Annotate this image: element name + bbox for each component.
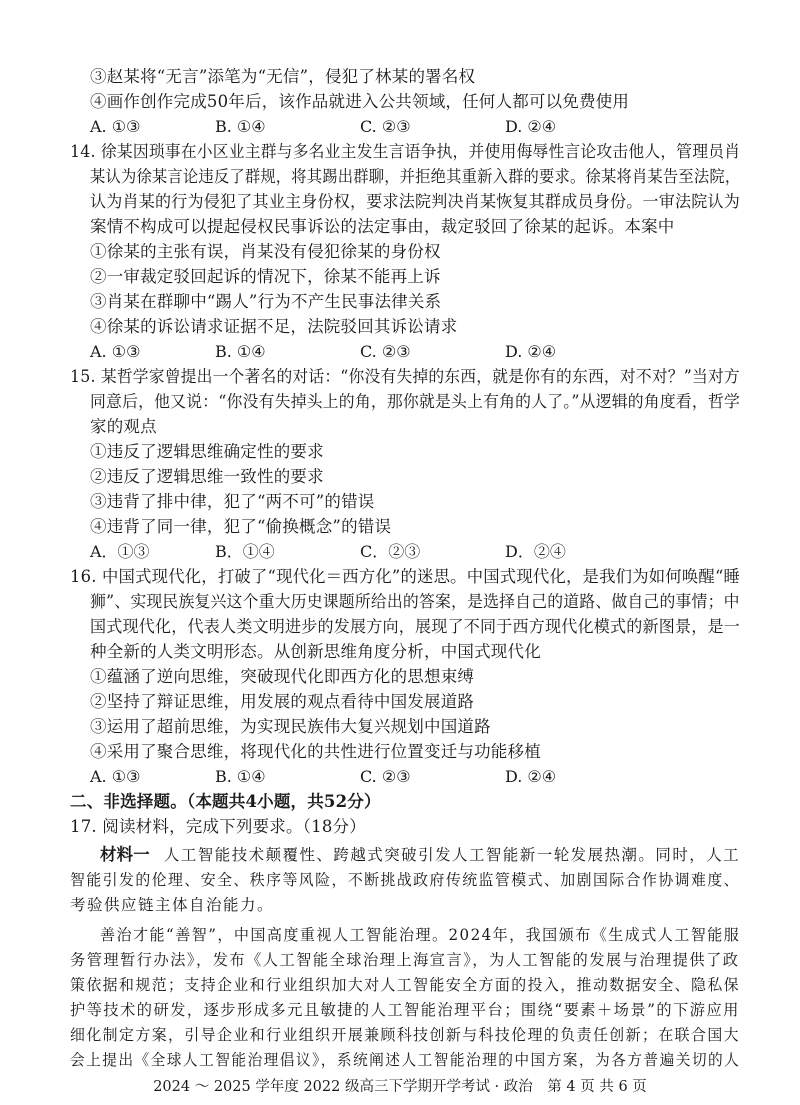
q17-material-first-line [100, 845, 740, 865]
q13-statement-3: ③赵某将“无言”添笔为“无信”，侵犯了林某的署名权 [90, 67, 476, 86]
material-text: 智能引发的伦理、安全、秩序等风险，不断挑战政府传统监管模式、加剧国际合作协调难度、 [70, 871, 741, 889]
q15-stem-line: 家的观点 [90, 417, 157, 436]
page-footer: 2024 ～ 2025 学年度 2022 级高三下学期开学考试 · 政治 第 4 页 共 6 页 [153, 1079, 647, 1095]
q14-statement-2: ②一审裁定驳回起诉的情况下，徐某不能再上诉 [90, 267, 441, 286]
material-text: 考验供应链主体自治能力。 [70, 896, 275, 914]
q16-option-d: D. ②④ [505, 767, 557, 786]
q13-option-d: D. ②④ [505, 117, 557, 136]
q14-stem-line: 案情不构成可以提起侵权民事诉讼的法定事由，裁定驳回了徐某的起诉。本案中 [90, 217, 675, 236]
q14-option-c: C. ②③ [360, 342, 411, 361]
q15-option-d: D．②④ [505, 542, 566, 561]
q16-option-a: A. ①③ [90, 767, 141, 786]
material-text: 务管理暂行办法》，发布《人工智能全球治理上海宣言》，为人工智能的发展与治理提供了政 [70, 951, 740, 969]
q13-option-a: A. ①③ [90, 117, 141, 136]
q14-stem-line: 认为肖某的行为侵犯了其业主身份权，要求法院判决肖某恢复其群成员身份。一审法院认为 [90, 192, 741, 211]
q14-statement-4: ④徐某的诉讼请求证据不足，法院驳回其诉讼请求 [90, 317, 458, 336]
q16-statement-2: ②坚持了辩证思维，用发展的观点看待中国发展道路 [90, 692, 475, 711]
q16-stem-line: 国式现代化，代表人类文明进步的发展方向，展现了不同于西方现代化模式的新图景，是一 [90, 617, 741, 636]
material-text: 善治才能“善智”，中国高度重视人工智能治理。2024年，我国颁布《生成式人工智能服 [100, 926, 741, 944]
q16-stem-line: 狮”、实现民族复兴这个重大历史课题所给出的答案，是选择自己的道路、做自己的事情；中 [90, 592, 740, 611]
q16-statement-4: ④采用了聚合思维，将现代化的共性进行位置变迁与功能移植 [90, 742, 541, 761]
q15-statement-4: ④违背了同一律，犯了“偷换概念”的错误 [90, 517, 392, 536]
q16-stem-line: 16. 中国式现代化，打破了“现代化＝西方化”的迷思。中国式现代化，是我们为如何唤醒“睡 [70, 567, 741, 586]
q15-statement-3: ③违背了排中律，犯了“两不可”的错误 [90, 492, 375, 511]
q16-option-b: B. ①④ [215, 767, 266, 786]
q14-option-d: D. ②④ [505, 342, 557, 361]
q16-stem-line: 种全新的人类文明形态。从创新思维角度分析，中国式现代化 [90, 642, 541, 661]
q14-statement-3: ③肖某在群聊中“踢人”行为不产生民事法律关系 [90, 292, 442, 311]
q14-stem-line: 14. 徐某因琐事在小区业主群与多名业主发生言语争执，并使用侮辱性言论攻击他人，管理员肖 [70, 142, 741, 161]
q14-option-b: B. ①④ [215, 342, 266, 361]
material-text: 细化制定方案，引导企业和行业组织开展兼顾科技创新与科技伦理的负责任创新；在联合国大 [70, 1026, 741, 1044]
q13-statement-4: ④画作创作完成50年后，该作品就进入公共领域，任何人都可以免费使用 [90, 92, 630, 111]
q15-stem-line: 15. 某哲学家曾提出一个著名的对话：“你没有失掉的东西，就是你有的东西，对不对？”当对方 [70, 367, 740, 386]
q16-statement-1: ①蕴涵了逆向思维，突破现代化即西方化的思想束缚 [90, 667, 475, 686]
q15-statement-2: ②违反了逻辑思维一致性的要求 [90, 467, 324, 486]
material-text: 护等技术的研发，逐步形成多元且敏捷的人工智能治理平台；围绕“要素＋场景”的下游应用 [70, 1001, 740, 1019]
material-text: 策依据和规范；支持企业和行业组织加大对人工智能安全方面的投入，推动数据安全、隐私保 [70, 976, 741, 994]
q14-statement-1: ①徐某的主张有误，肖某没有侵犯徐某的身份权 [90, 242, 441, 261]
material-label: 材料一 [100, 845, 150, 864]
q15-stem-line: 同意后，他又说：“你没有失掉头上的角，那你就是头上有角的人了。”从逻辑的角度看，哲学 [90, 392, 741, 411]
q13-option-c: C. ②③ [360, 117, 411, 136]
q16-option-c: C. ②③ [360, 767, 411, 786]
q14-stem-line: 某认为徐某言论违反了群规，将其踢出群聊，并拒绝其重新入群的要求。徐某将肖某告至法院， [90, 167, 741, 186]
q15-option-b: B．①④ [215, 542, 275, 561]
material-text: 会上提出《全球人工智能治理倡议》，系统阐述人工智能治理的中国方案，为各方普遍关切的人 [70, 1051, 741, 1069]
q17-stem: 17. 阅读材料，完成下列要求。（18分） [70, 817, 366, 836]
q13-option-b: B. ①④ [215, 117, 266, 136]
q15-statement-1: ①违反了逻辑思维确定性的要求 [90, 442, 324, 461]
material-text: 人工智能技术颠覆性、跨越式突破引发人工智能新一轮发展热潮。同时，人工 [163, 846, 741, 864]
q16-statement-3: ③运用了超前思维，为实现民族伟大复兴规划中国道路 [90, 717, 491, 736]
q15-option-a: A．①③ [90, 542, 150, 561]
q14-option-a: A. ①③ [90, 342, 141, 361]
section-title: 二、非选择题。（本题共4小题，共52分） [70, 792, 381, 811]
q15-option-c: C．②③ [360, 542, 421, 561]
